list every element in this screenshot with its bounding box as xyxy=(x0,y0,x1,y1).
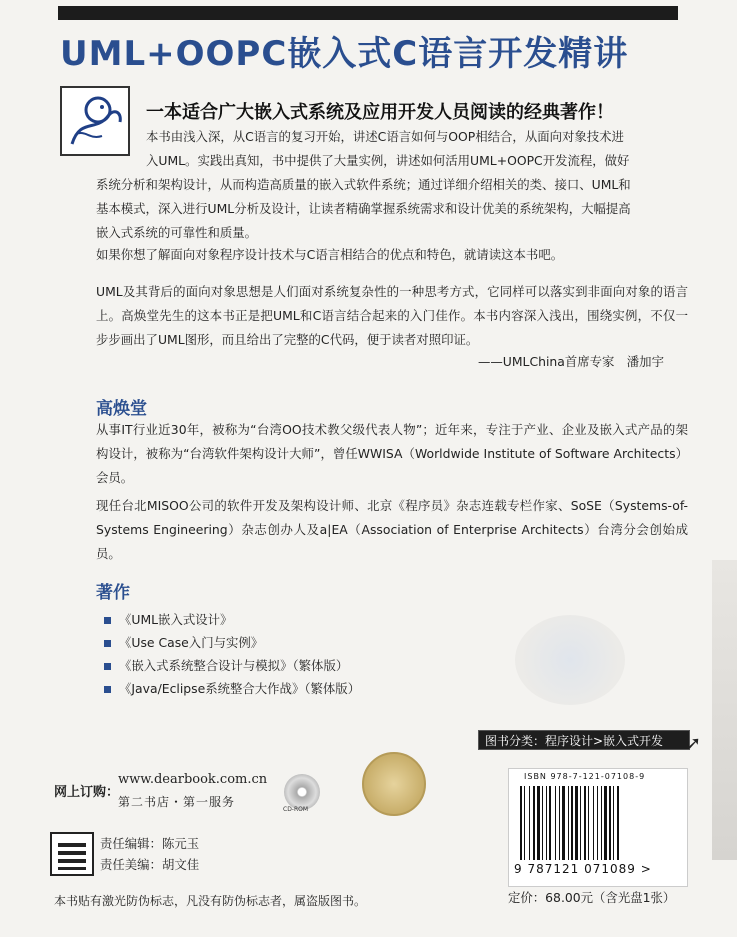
intro-line: 基本模式，深入进行UML分析及设计，让读者精确掌握系统需求和设计优美的系统架构，大幅提高 xyxy=(96,201,631,216)
author-bio-1: 从事IT行业近30年，被称为“台湾OO技术教父级代表人物”；近年来，专注于产业、企业及嵌入式产品的架构设计，被称为“台湾软件架构设计大师”，曾任WWISA（Worldwide Institute of Software Architects）会员。 xyxy=(96,422,688,485)
laser-seal-icon xyxy=(362,752,426,816)
review-signature: ——UMLChina首席专家 潘加宇 xyxy=(478,354,664,369)
online-slogan: 第二书店・第一服务 xyxy=(118,795,236,809)
editor-credit: 责任编辑：陈元玉 xyxy=(100,836,200,851)
intro-line: 系统分析和架构设计，从而构造高质量的嵌入式软件系统；通过详细介绍相关的类、接口、UML和 xyxy=(96,177,631,192)
top-bar xyxy=(58,6,678,20)
bullet-icon xyxy=(104,686,111,693)
isbn: ISBN 978-7-121-07108-9 xyxy=(524,772,646,781)
works-title: 著作 xyxy=(96,583,130,603)
list-item: 《嵌入式系统整合设计与模拟》（繁体版） xyxy=(104,654,360,677)
bullet-icon xyxy=(104,640,111,647)
list-item: 《Java/Eclipse系统整合大作战》（繁体版） xyxy=(104,677,360,700)
cursor-icon: ➚ xyxy=(686,733,702,754)
barcode-icon xyxy=(520,786,670,860)
anti-piracy-notice: 本书贴有激光防伪标志，凡没有防伪标志者，属盗版图书。 xyxy=(54,894,367,908)
list-item: 《Use Case入门与实例》 xyxy=(104,631,360,654)
bullet-icon xyxy=(104,617,111,624)
designer-credit: 责任美编：胡文佳 xyxy=(100,857,200,872)
book-title: UML+OOPC嵌入式C语言开发精讲 xyxy=(60,34,629,74)
works-list xyxy=(104,608,360,700)
intro-line: 嵌入式系统的可靠性和质量。 xyxy=(96,225,258,240)
publisher-logo-icon xyxy=(50,832,94,876)
author-bio-2: 现任台北MISOO公司的软件开发及架构设计师、北京《程序员》杂志连载专栏作家、SoSE（Systems-of-Systems Engineering）杂志创办人及a|EA（Association of Enterprise Architects）台湾分会创始成员。 xyxy=(96,498,688,561)
tagline: 一本适合广大嵌入式系统及应用开发人员阅读的经典著作！ xyxy=(146,102,614,123)
watermark-graphic xyxy=(515,615,625,705)
online-url: www.dearbook.com.cn xyxy=(118,772,268,787)
cd-icon xyxy=(284,774,320,810)
price: 定价：68.00元（含光盘1张） xyxy=(508,890,676,905)
intro-line: 本书由浅入深，从C语言的复习开始，讲述C语言如何与OOP相结合，从面向对象技术进 xyxy=(146,129,624,144)
barcode-digits: 9 787121 071089 > xyxy=(514,862,652,876)
intro-paragraph xyxy=(96,125,688,245)
side-strip xyxy=(712,560,737,860)
list-item: 《UML嵌入式设计》 xyxy=(104,608,360,631)
review-paragraph: UML及其背后的面向对象思想是人们面对系统复杂性的一种思考方式，它同样可以落实到非面向对象的语言上。高焕堂先生的这本书正是把UML和C语言结合起来的入门佳作。本书内容深入浅出，围绕实例，不仅一步步画出了UML图形，而且给出了完整的C代码，便于读者对照印证。 xyxy=(96,284,688,347)
cd-label: CD-ROM xyxy=(283,806,309,813)
category-label: 图书分类：程序设计>嵌入式开发 xyxy=(478,730,690,750)
author-name: 高焕堂 xyxy=(96,399,147,419)
bullet-icon xyxy=(104,663,111,670)
recommend-paragraph: 如果你想了解面向对象程序设计技术与C语言相结合的优点和特色，就请读这本书吧。 xyxy=(96,247,564,262)
intro-line: 入UML。实践出真知，书中提供了大量实例，讲述如何活用UML+OOPC开发流程，做好 xyxy=(146,153,630,168)
online-order-label: 网上订购： xyxy=(54,785,120,800)
